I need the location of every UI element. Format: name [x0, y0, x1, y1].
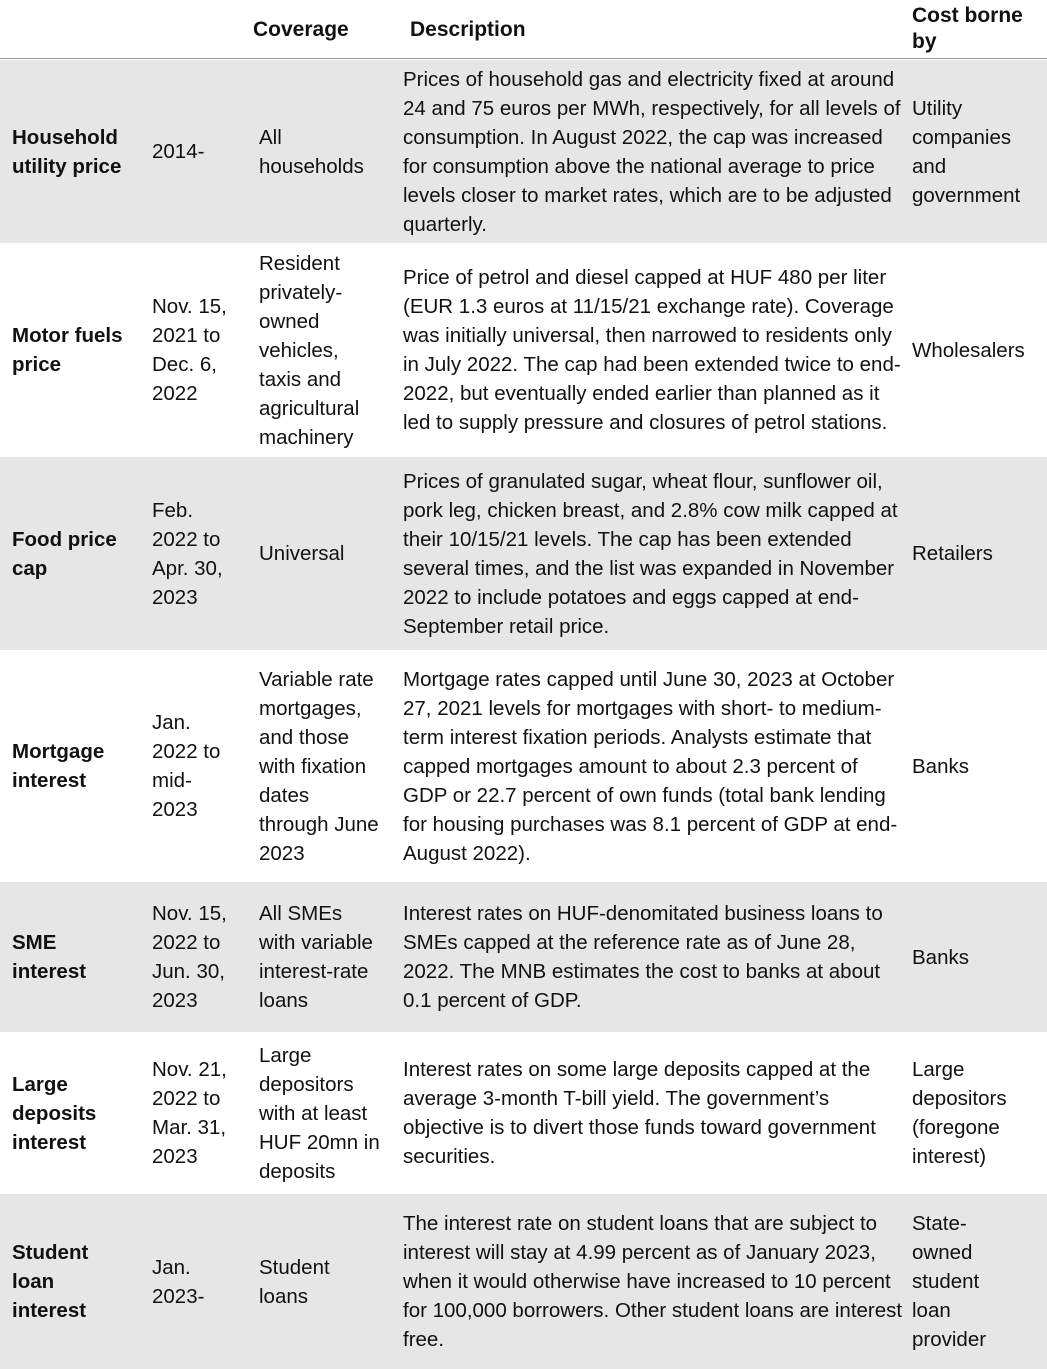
- measure-name: Mortgage interest: [12, 740, 105, 792]
- description: Interest rates on some large deposits capped at the average 3-month T-bill yield. The government’s objective is to divert those funds toward government securities.: [403, 1058, 876, 1168]
- measure-name: SME interest: [12, 931, 87, 983]
- coverage: All households: [259, 125, 364, 178]
- description: The interest rate on student loans that are subject to interest will stay at 4.99 percent as of January 2023, when it would otherwise have increased to 10 percent for 100,000 borrowers. Other student loans are interest free.: [403, 1212, 903, 1351]
- period: Jan. 2023-: [152, 1255, 205, 1308]
- cost-borne-by: Large depositors (foregone interest): [912, 1058, 1007, 1168]
- cost-borne-by: State-owned student loan provider: [912, 1212, 987, 1351]
- cost-borne-by: Retailers: [912, 542, 993, 565]
- description: Prices of granulated sugar, wheat flour, sunflower oil, pork leg, chicken breast, and 2.8% cow milk capped at their 10/15/21 levels. The cap has been extended several times, and the list was expanded in November 2022 to include potatoes and eggs capped at end-September retail price.: [403, 469, 898, 638]
- description: Prices of household gas and electricity fixed at around 24 and 75 euros per MWh, respectively, for all levels of consumption. In August 2022, the cap was increased for consumption above the national average to price levels closer to market rates, which are to be adjusted quarterly.: [403, 67, 901, 236]
- coverage: Student loans: [259, 1255, 330, 1308]
- period: Nov. 15, 2021 to Dec. 6, 2022: [152, 295, 227, 405]
- measure-name: Motor fuels price: [12, 324, 123, 376]
- period: 2014-: [152, 140, 205, 163]
- coverage: All SMEs with variable interest-rate loans: [259, 902, 373, 1012]
- table-row: [0, 1034, 1047, 1194]
- description: Mortgage rates capped until June 30, 2023 at October 27, 2021 levels for mortgages with short- to medium-term interest fixation periods. Analysts estimate that capped mortgages amount to about 2.3 percent of GDP or 22.7 percent of own funds (total bank lending for housing purchases was 8.1 percent of GDP at end-August 2022).: [403, 667, 898, 865]
- cost-borne-by: Utility companies and government: [912, 96, 1021, 207]
- header-cost-borne-by: Cost borne by: [912, 4, 1023, 53]
- measure-name: Large deposits interest: [12, 1072, 97, 1154]
- table-row: [0, 1194, 1047, 1369]
- measure-name: Household utility price: [12, 125, 122, 178]
- table-header: [0, 0, 1047, 59]
- header-description: Description: [410, 18, 526, 41]
- period: Feb. 2022 to Apr. 30, 2023: [152, 498, 223, 609]
- table-row: [0, 882, 1047, 1034]
- coverage: Resident privately-owned vehicles, taxis and agricultural machinery: [259, 251, 360, 449]
- cost-borne-by: Wholesalers: [912, 338, 1025, 362]
- cost-borne-by: Banks: [912, 945, 969, 969]
- description: Price of petrol and diesel capped at HUF 480 per liter (EUR 1.3 euros at 11/15/21 exchange rate). Coverage was initially universal, then narrowed to residents only in July 2022. The cap had been extended twice to end-2022, but eventually ended earlier than planned as it led to supply pressure and closures of petrol stations.: [403, 266, 901, 434]
- table-row: [0, 457, 1047, 652]
- table-row: [0, 245, 1047, 457]
- coverage: Variable rate mortgages, and those with fixation dates through June 2023: [259, 667, 379, 865]
- cost-borne-by: Banks: [912, 754, 969, 778]
- coverage: Universal: [259, 542, 345, 565]
- description: Interest rates on HUF-denomitated business loans to SMEs capped at the reference rate as of June 28, 2022. The MNB estimates the cost to banks at about 0.1 percent of GDP.: [403, 902, 883, 1012]
- period: Nov. 15, 2022 to Jun. 30, 2023: [152, 902, 227, 1012]
- measure-name: Food price cap: [12, 527, 117, 580]
- table-row: [0, 60, 1047, 245]
- period: Nov. 21, 2022 to Mar. 31, 2023: [152, 1058, 227, 1168]
- table-row: [0, 652, 1047, 882]
- measure-name: Student loan interest: [12, 1241, 89, 1322]
- header-coverage: Coverage: [253, 18, 349, 41]
- coverage: Large depositors with at least HUF 20mn in deposits: [259, 1043, 380, 1183]
- period: Jan. 2022 to mid-2023: [152, 711, 221, 821]
